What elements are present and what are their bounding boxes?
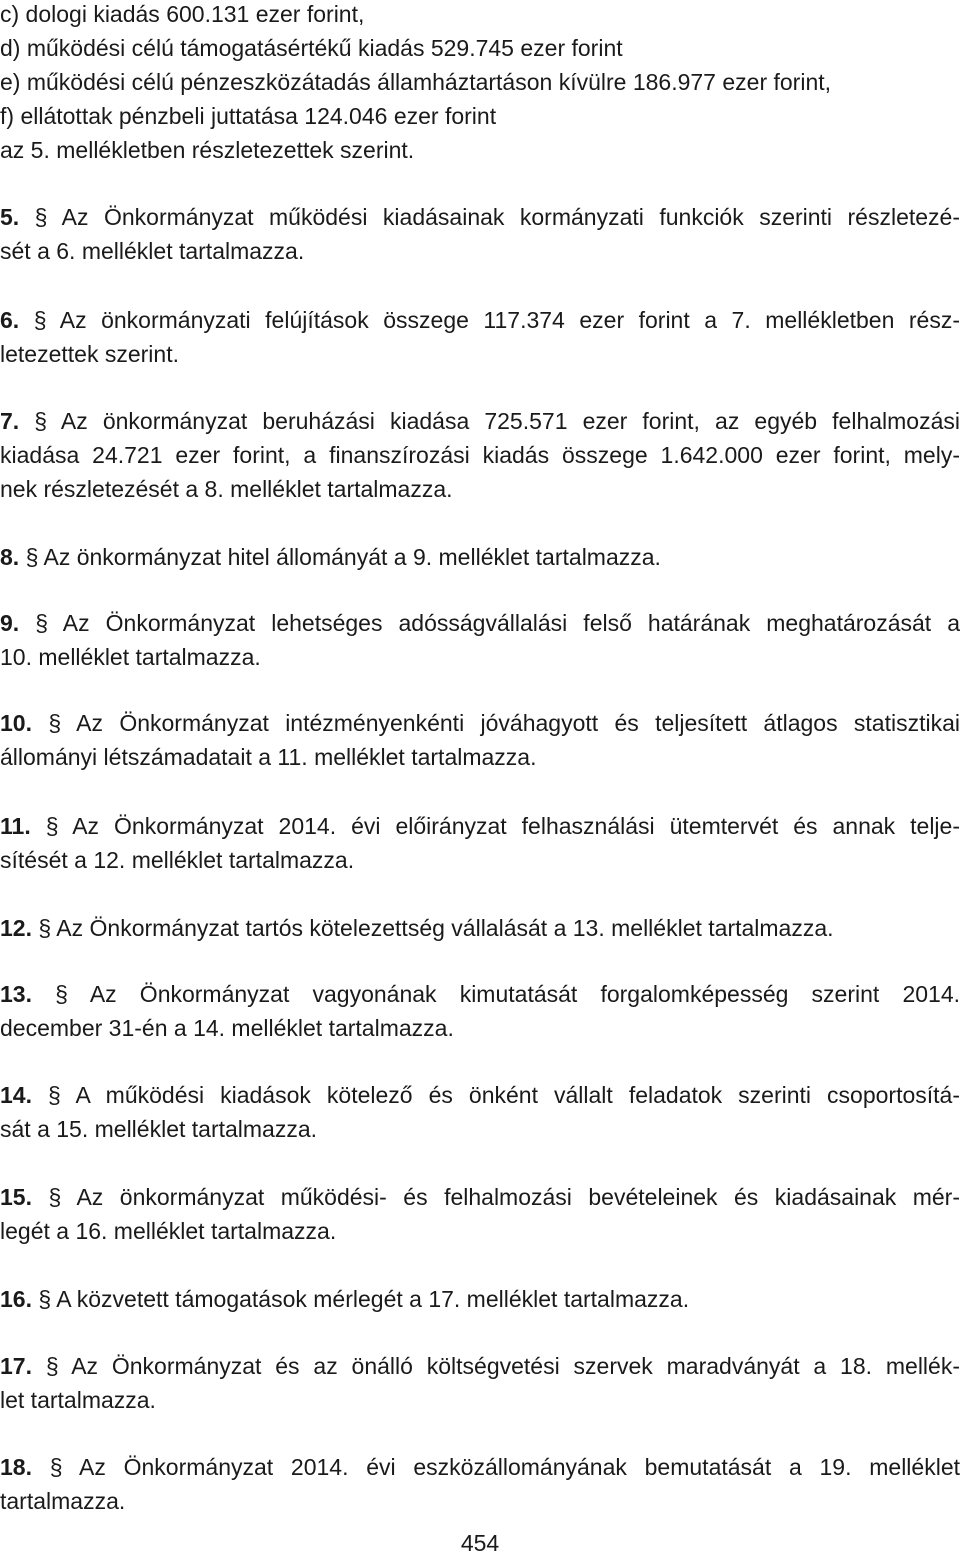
page-number: 454 bbox=[460, 1530, 500, 1556]
section-text: § Az Önkormányzat és az önálló költségvetési szervek maradványát a 18. mellék- bbox=[45, 1353, 960, 1379]
section-text: § A közvetett támogatások mérlegét a 17. melléklet tartalmazza. bbox=[38, 1286, 690, 1312]
section-number: 5. bbox=[0, 204, 20, 230]
intro-line: e) működési célú pénzeszközátadás államháztartáson kívülre 186.977 ezer forint, bbox=[0, 69, 832, 95]
section-text: § Az Önkormányzat 2014. évi eszközállományának bemutatását a 19. melléklet bbox=[49, 1454, 960, 1480]
section-continuation: állományi létszámadatait a 11. melléklet tartalmazza. bbox=[0, 744, 537, 770]
section-continuation: nek részletezését a 8. melléklet tartalmazza. bbox=[0, 476, 453, 502]
section-line bbox=[0, 809, 960, 843]
section-line bbox=[0, 606, 960, 640]
section-text: § Az Önkormányzat tartós kötelezettség vállalását a 13. melléklet tartalmazza. bbox=[38, 915, 834, 941]
section-number: 16. bbox=[0, 1286, 32, 1312]
section-number: 10. bbox=[0, 710, 32, 736]
section-number: 12. bbox=[0, 915, 32, 941]
section-number: 14. bbox=[0, 1082, 32, 1108]
section-continuation: december 31-én a 14. melléklet tartalmazza. bbox=[0, 1015, 454, 1041]
section-line bbox=[0, 1078, 960, 1112]
section-continuation: legét a 16. melléklet tartalmazza. bbox=[0, 1218, 337, 1244]
section-line bbox=[0, 540, 661, 574]
intro-line: d) működési célú támogatásértékű kiadás 529.745 ezer forint bbox=[0, 35, 623, 61]
section-line bbox=[0, 404, 960, 438]
section-text: § A működési kiadások kötelező és önként vállalt feladatok szerinti csoportosítá- bbox=[48, 1082, 960, 1108]
section-line bbox=[0, 706, 960, 740]
section-continuation: sítését a 12. melléklet tartalmazza. bbox=[0, 847, 355, 873]
section-line bbox=[0, 911, 834, 945]
section-text: § Az Önkormányzat 2014. évi előirányzat felhasználási ütemtervét és annak telje- bbox=[45, 813, 960, 839]
intro-line: f) ellátottak pénzbeli juttatása 124.046 ezer forint bbox=[0, 103, 497, 129]
section-text: § Az önkormányzat hitel állományát a 9. melléklet tartalmazza. bbox=[25, 544, 661, 570]
section-number: 15. bbox=[0, 1184, 32, 1210]
section-text: § Az önkormányzat működési- és felhalmozási bevételeinek és kiadásainak mér- bbox=[48, 1184, 960, 1210]
section-continuation: kiadása 24.721 ezer forint, a finanszírozási kiadás összege 1.642.000 ezer forint, mely- bbox=[0, 442, 960, 468]
section-continuation: sét a 6. melléklet tartalmazza. bbox=[0, 238, 305, 264]
section-number: 9. bbox=[0, 610, 20, 636]
section-text: § Az önkormányzati felújítások összege 117.374 ezer forint a 7. mellékletben rész- bbox=[33, 307, 960, 333]
section-number: 18. bbox=[0, 1454, 32, 1480]
section-line bbox=[0, 1180, 960, 1214]
section-line bbox=[0, 1282, 689, 1316]
section-number: 17. bbox=[0, 1353, 32, 1379]
section-text: § Az Önkormányzat vagyonának kimutatását forgalomképesség szerint 2014. bbox=[55, 981, 960, 1007]
section-text: § Az Önkormányzat működési kiadásainak kormányzati funkciók szerinti részletezé- bbox=[34, 204, 960, 230]
section-continuation: letezettek szerint. bbox=[0, 341, 179, 367]
section-line bbox=[0, 1349, 960, 1383]
section-continuation: 10. melléklet tartalmazza. bbox=[0, 644, 261, 670]
section-number: 8. bbox=[0, 544, 20, 570]
section-line bbox=[0, 303, 960, 337]
section-continuation: let tartalmazza. bbox=[0, 1387, 156, 1413]
intro-line: az 5. mellékletben részletezettek szerint. bbox=[0, 137, 415, 163]
section-number: 6. bbox=[0, 307, 20, 333]
section-line bbox=[0, 200, 960, 234]
section-line bbox=[0, 1450, 960, 1484]
section-text: § Az önkormányzat beruházási kiadása 725.571 ezer forint, az egyéb felhalmozási bbox=[34, 408, 960, 434]
section-line bbox=[0, 977, 960, 1011]
intro-line: c) dologi kiadás 600.131 ezer forint, bbox=[0, 1, 365, 27]
section-number: 7. bbox=[0, 408, 20, 434]
section-continuation: sát a 15. melléklet tartalmazza. bbox=[0, 1116, 318, 1142]
section-continuation: tartalmazza. bbox=[0, 1488, 126, 1514]
section-text: § Az Önkormányzat intézményenkénti jóváhagyott és teljesített átlagos statisztikai bbox=[48, 710, 960, 736]
section-number: 13. bbox=[0, 981, 32, 1007]
section-number: 11. bbox=[0, 813, 31, 839]
section-text: § Az Önkormányzat lehetséges adósságvállalási felső határának meghatározását a bbox=[35, 610, 960, 636]
